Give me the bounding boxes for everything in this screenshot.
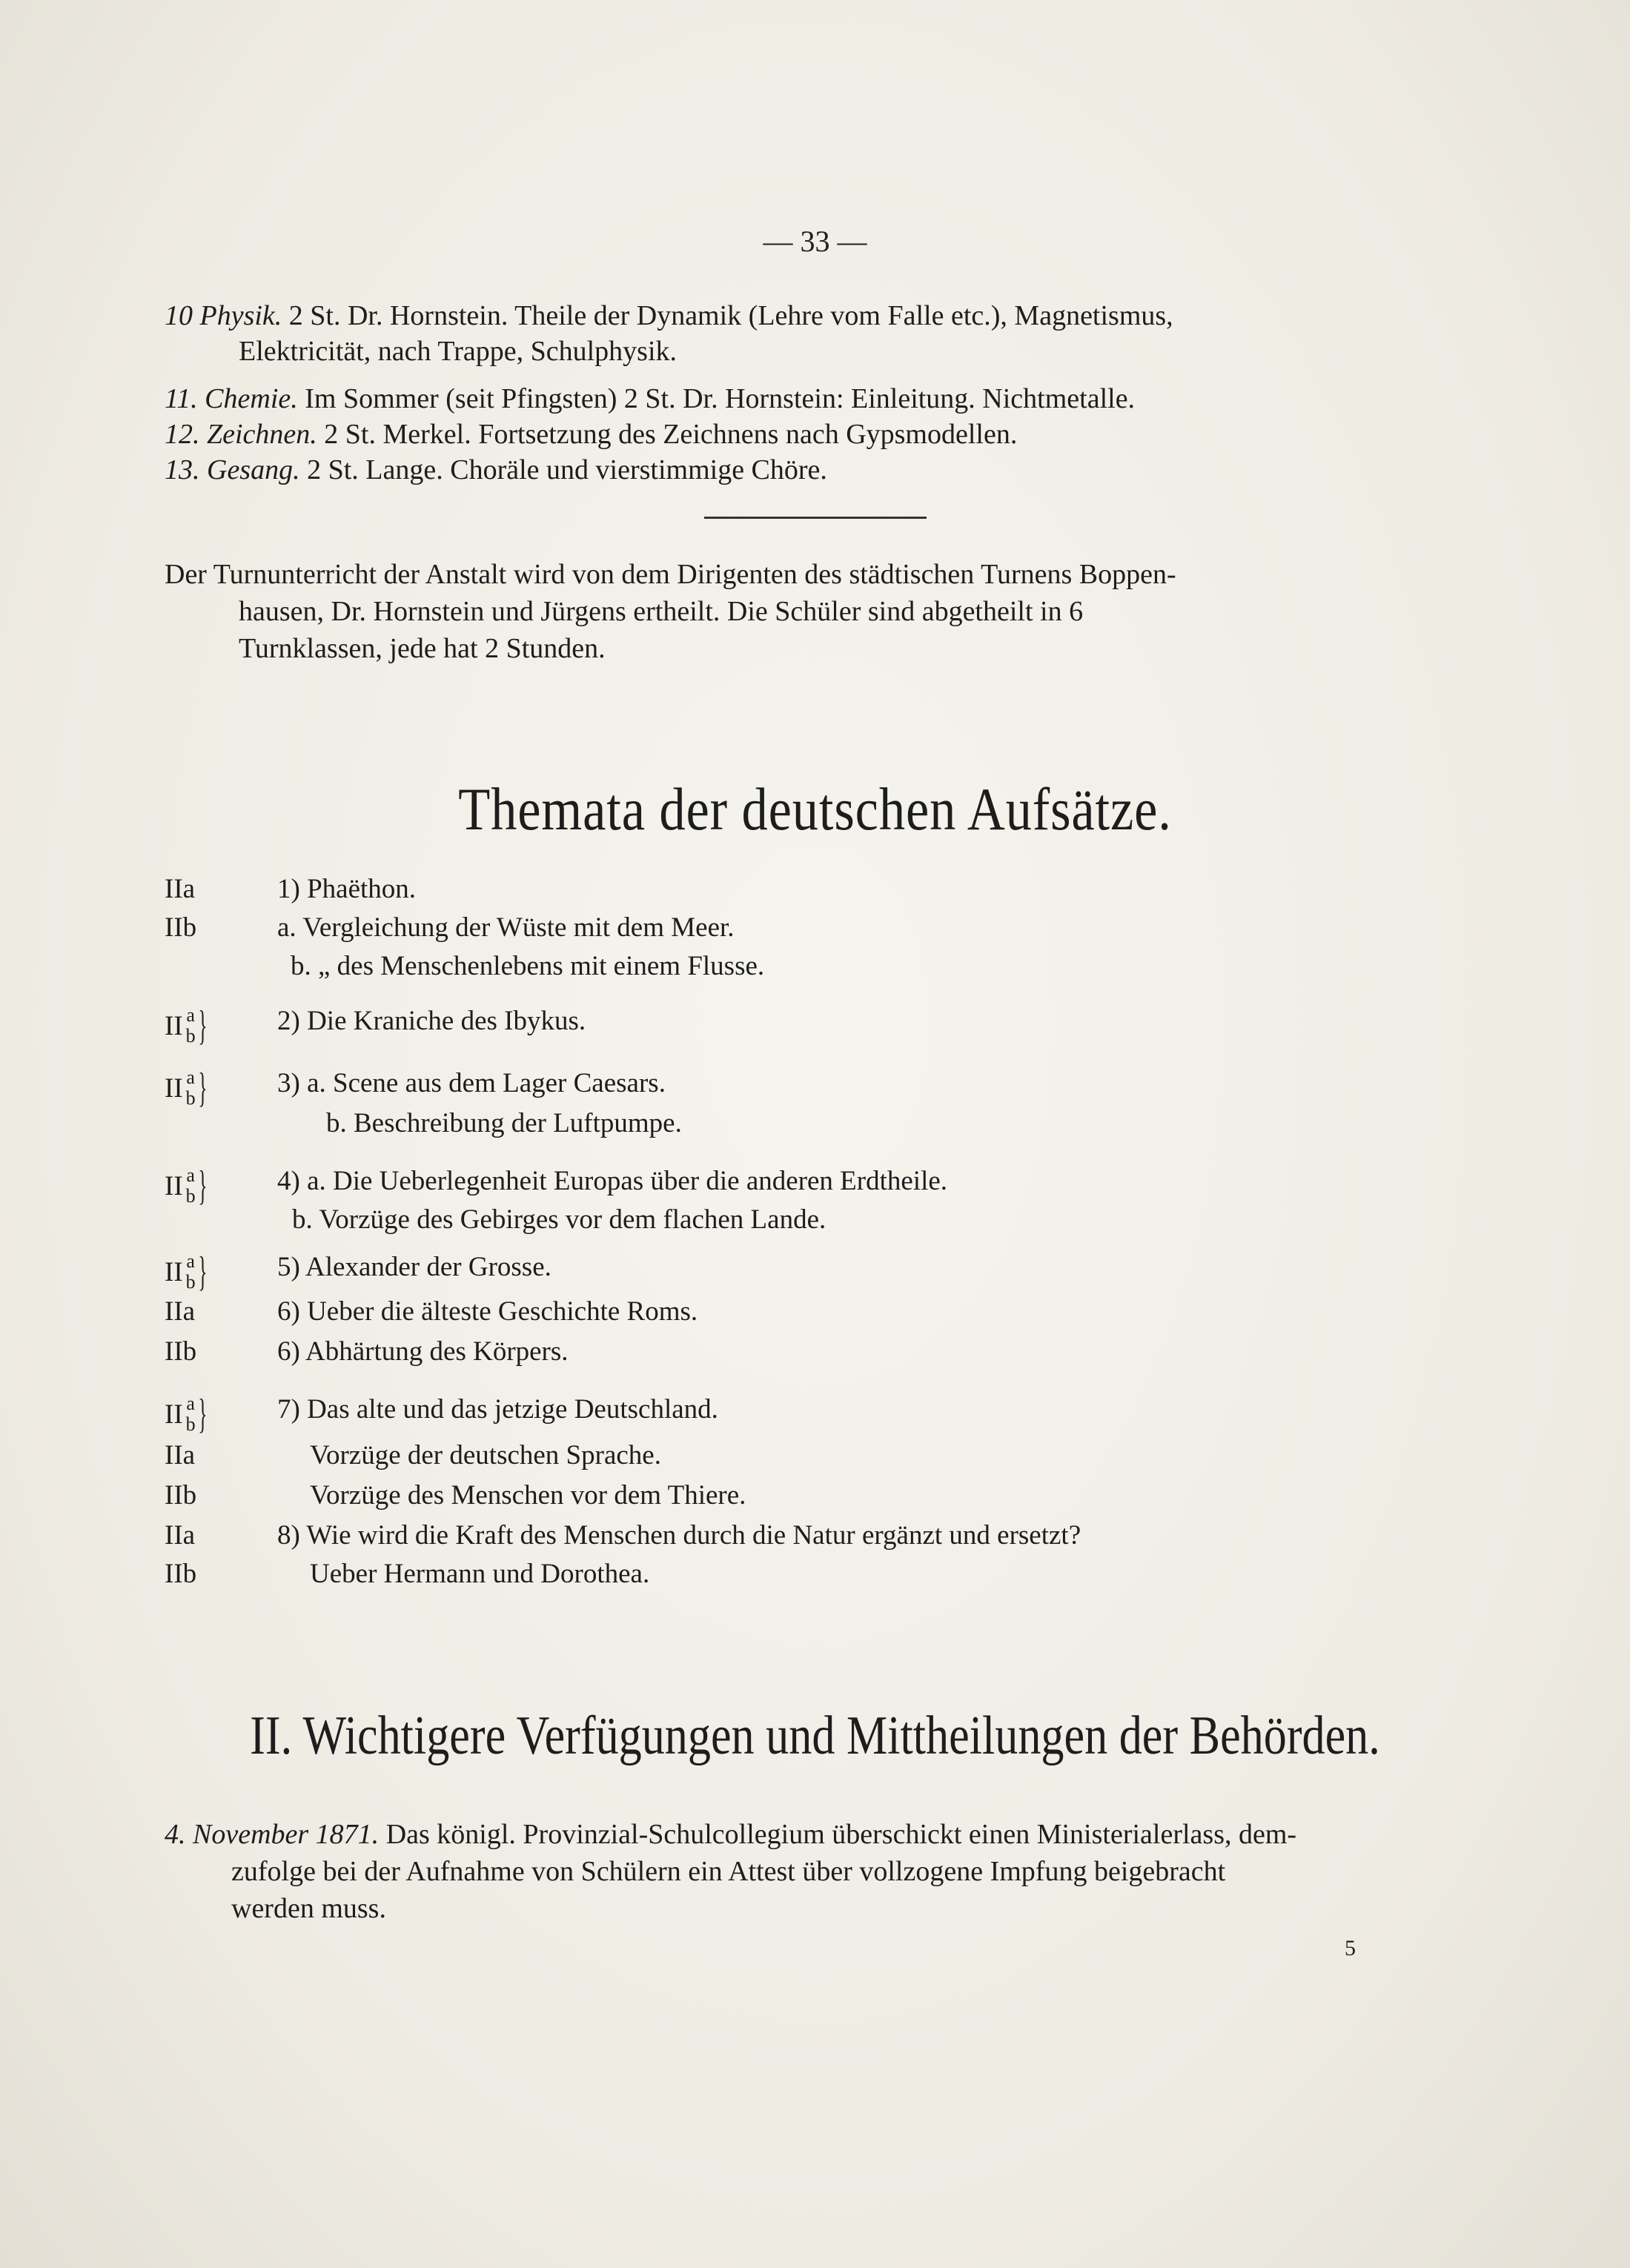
topic-text: 4) a. Die Ueberlegenheit Europas über die anderen Erdtheile.	[277, 1166, 948, 1196]
topic-text: 1) Phaëthon.	[277, 874, 417, 904]
class-label-ab: II a b }	[165, 1163, 208, 1209]
brace-icon: }	[198, 1249, 208, 1295]
class-label: IIb	[165, 1336, 197, 1367]
class-label-ab: II a b }	[165, 1003, 208, 1049]
class-label: IIb	[165, 1559, 197, 1589]
topic-text: 8) Wie wird die Kraft des Menschen durch die Natur ergänzt und ersetzt?	[277, 1520, 1081, 1551]
list-item	[165, 1296, 1519, 1333]
sheet-number: 5	[1345, 1936, 1356, 1960]
topic-text: 5) Alexander der Grosse.	[277, 1252, 551, 1282]
turnunterricht-paragraph	[165, 556, 1465, 667]
subject-text: 2 St. Merkel. Fortsetzung des Zeichnens nach Gypsmodellen.	[324, 419, 1018, 450]
list-item	[165, 1558, 1519, 1595]
subject-label: 13. Gesang.	[165, 454, 300, 485]
list-item	[165, 950, 1519, 987]
brace-icon: }	[198, 1003, 208, 1049]
verfuegung-date: 4. November 1871.	[165, 1819, 380, 1850]
class-label: IIa	[165, 1520, 196, 1551]
ab-marker: a b	[185, 1164, 196, 1207]
brace-icon: }	[198, 1163, 208, 1209]
topic-text: Vorzüge der deutschen Sprache.	[310, 1440, 661, 1470]
class-label: IIb	[165, 912, 197, 943]
list-item	[165, 1249, 1519, 1295]
class-label: IIa	[165, 1296, 196, 1327]
list-item	[165, 912, 1519, 949]
class-label-ab: II a b }	[165, 1391, 208, 1437]
verfuegung-text: werden muss.	[231, 1893, 386, 1924]
list-item	[165, 1391, 1519, 1437]
topic-text: Vorzüge des Menschen vor dem Thiere.	[310, 1480, 746, 1511]
subject-label: 10 Physik.	[165, 300, 282, 331]
topic-text: Ueber Hermann und Dorothea.	[310, 1559, 650, 1589]
subject-label: 12. Zeichnen.	[165, 419, 317, 450]
class-label: IIa	[165, 1440, 196, 1470]
list-item	[165, 873, 1519, 910]
subject-text: 2 St. Dr. Hornstein. Theile der Dynamik (Lehre vom Falle etc.), Magnetismus,	[288, 300, 1173, 331]
list-item	[165, 1065, 1519, 1111]
topic-text: a. Vergleichung der Wüste mit dem Meer.	[277, 912, 735, 943]
verfuegung-paragraph	[165, 1816, 1465, 1927]
subject-text: Im Sommer (seit Pfingsten) 2 St. Dr. Hornstein: Einleitung. Nichtmetalle.	[305, 383, 1136, 414]
turn-line: Turnklassen, jede hat 2 Stunden.	[239, 633, 606, 664]
list-item	[165, 1336, 1519, 1373]
subject-zeichnen	[165, 417, 1465, 452]
class-label-ab: II a b }	[165, 1065, 208, 1111]
subject-physik	[165, 298, 1465, 369]
topic-text: b. Vorzüge des Gebirges vor dem flachen Lande.	[292, 1204, 826, 1235]
topic-text: 6) Abhärtung des Körpers.	[277, 1336, 569, 1367]
brace-icon: }	[198, 1065, 208, 1111]
topic-text: b. „ des Menschenlebens mit einem Flusse.	[291, 951, 765, 981]
topic-text: 2) Die Kraniche des Ibykus.	[277, 1006, 586, 1036]
turn-line: hausen, Dr. Hornstein und Jürgens ertheilt. Die Schüler sind abgetheilt in 6	[239, 596, 1084, 627]
class-label-ab: II a b }	[165, 1249, 208, 1295]
page-number: — 33 —	[763, 225, 867, 258]
divider-rule	[704, 517, 927, 519]
ab-marker: a b	[185, 1067, 196, 1109]
list-item	[165, 1163, 1519, 1209]
class-label: IIb	[165, 1480, 197, 1511]
themata-heading: Themata der deutschen Aufsätze.	[458, 775, 1172, 843]
list-item	[165, 1003, 1519, 1049]
topic-text: b. Beschreibung der Luftpumpe.	[326, 1108, 682, 1138]
ab-marker: a b	[185, 1004, 196, 1047]
subject-label: 11. Chemie.	[165, 383, 298, 414]
topic-text: 7) Das alte und das jetzige Deutschland.	[277, 1394, 718, 1425]
section-heading: II. Wichtigere Verfügungen und Mittheilungen der Behörden.	[250, 1705, 1380, 1766]
verfuegung-text: zufolge bei der Aufnahme von Schülern ein Attest über vollzogene Impfung beigebracht	[231, 1856, 1226, 1887]
subject-text: 2 St. Lange. Choräle und vierstimmige Chöre.	[307, 454, 827, 485]
topic-text: 3) a. Scene aus dem Lager Caesars.	[277, 1068, 666, 1098]
list-item	[165, 1479, 1519, 1516]
topic-text: 6) Ueber die älteste Geschichte Roms.	[277, 1296, 698, 1327]
subject-gesang	[165, 452, 1465, 488]
brace-icon: }	[198, 1391, 208, 1437]
list-item	[165, 1519, 1519, 1556]
verfuegung-text: Das königl. Provinzial-Schulcollegium überschickt einen Ministerialerlass, dem-	[385, 1819, 1297, 1850]
list-item	[165, 1107, 1519, 1144]
subject-chemie	[165, 381, 1465, 417]
ab-marker: a b	[185, 1393, 196, 1435]
list-item	[165, 1439, 1519, 1476]
class-label: IIa	[165, 874, 196, 904]
turn-line: Der Turnunterricht der Anstalt wird von dem Dirigenten des städtischen Turnens Boppen-	[165, 559, 1176, 590]
subject-text-cont: Elektricität, nach Trappe, Schulphysik.	[239, 336, 677, 367]
list-item	[165, 1204, 1519, 1241]
ab-marker: a b	[185, 1250, 196, 1293]
